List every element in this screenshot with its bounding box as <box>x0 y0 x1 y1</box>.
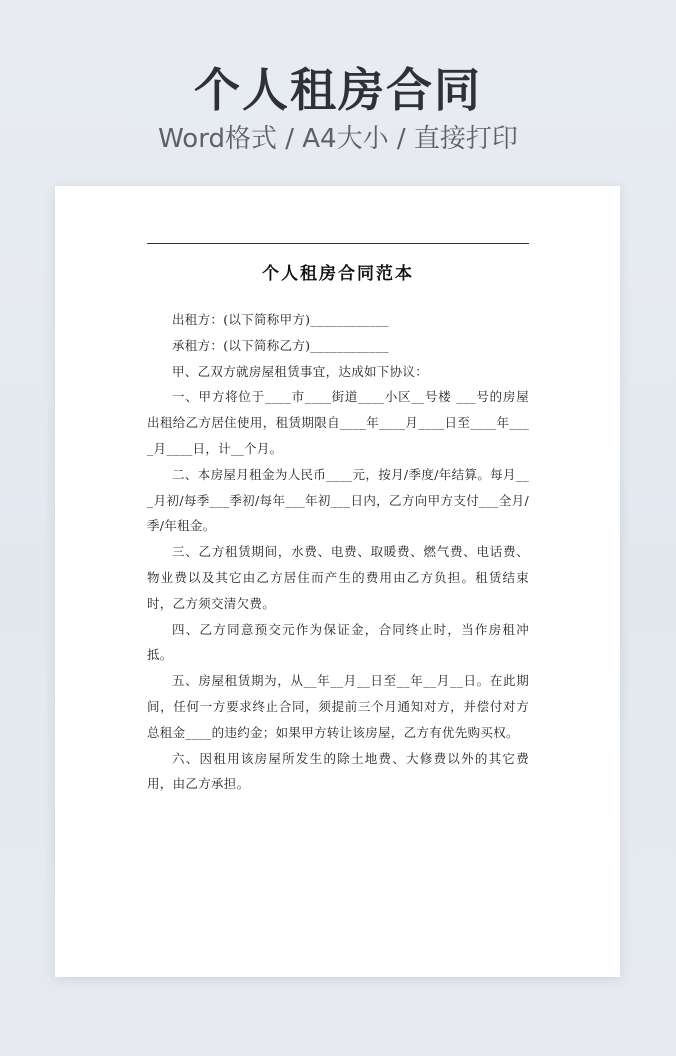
banner-title: 个人租房合同 <box>194 63 482 117</box>
paragraph-intro: 甲、乙双方就房屋租赁事宜，达成如下协议： <box>172 363 429 379</box>
document-title: 个人租房合同范本 <box>262 264 414 284</box>
clause-5: 五、房屋租赁期为，从__年__月__日至__年__月__日。在此期间，任何一方要求终止合同，须提前三个月通知对方，并偿付对方总租金____的违约金；如果甲方转让该房屋，乙方有优先购买权。 <box>147 673 529 740</box>
clause-3: 三、乙方租赁期间，水费、电费、取暖费、燃气费、电话费、物业费以及其它由乙方居住而产生的费用由乙方负担。租赁结束时，乙方须交清欠费。 <box>147 544 529 611</box>
clause-2: 二、本房屋月租金为人民币____元，按月/季度/年结算。每月___月初/每季___季初/每年___年初___日内，乙方向甲方支付___全月/季/年租金。 <box>147 466 529 534</box>
clause-1: 一、甲方将位于____市____街道____小区__号楼 ___号的房屋出租给乙方居住使用，租赁期限自____年____月____日至____年____月____日，计__个月。 <box>147 389 529 456</box>
header-rule <box>147 243 529 244</box>
banner-subtitle: Word格式 / A4大小 / 直接打印 <box>158 124 518 154</box>
banner-header <box>0 62 676 156</box>
paragraph-lessee: 承租方：(以下简称乙方)____________ <box>172 337 389 353</box>
paragraph-lessor: 出租方：(以下简称甲方)____________ <box>172 312 389 327</box>
document-page <box>55 186 620 977</box>
document-body <box>147 243 529 797</box>
clause-4: 四、乙方同意预交元作为保证金，合同终止时，当作房租冲抵。 <box>147 621 529 663</box>
clause-6: 六、因租用该房屋所发生的除土地费、大修费以外的其它费用，由乙方承担。 <box>147 750 529 792</box>
document-content <box>147 307 529 797</box>
